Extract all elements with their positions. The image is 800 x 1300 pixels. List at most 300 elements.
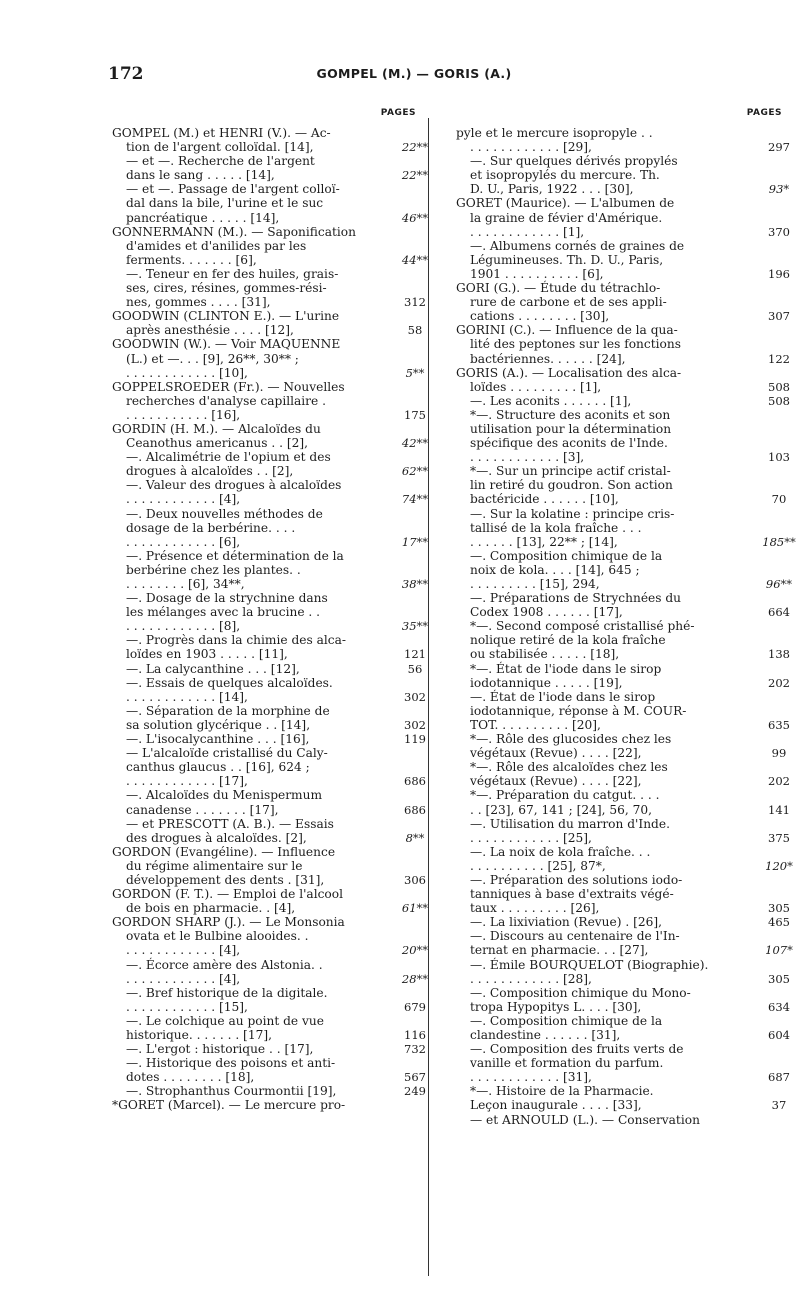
entry-line: [112, 407, 426, 422]
page-reference: 508: [768, 393, 790, 408]
entry-text: . . . . . . . . . . . . [8],: [126, 619, 241, 634]
entry-line: [112, 943, 429, 958]
entry-line: [456, 1014, 752, 1028]
entry-text: —. Préparation des solutions iodo-: [470, 872, 683, 887]
page-reference: 312: [404, 295, 426, 310]
entry-text: . . . . . . . . . . . . [10],: [126, 365, 248, 380]
entry-text: et isopropylés du mercure. Th.: [470, 168, 660, 183]
entry-text: GORDON (Evangéline). — Influence: [112, 844, 336, 859]
entry-line: [456, 746, 787, 761]
entry-line: [112, 577, 429, 591]
entry-text: —. Le colchique au point de vue: [126, 1013, 324, 1028]
entry-text: noix de kola. . . . [14], 645 ;: [470, 562, 640, 577]
page-reference: 732: [404, 1042, 426, 1057]
pages-label: PAGES: [746, 108, 782, 118]
entry-text: de bois en pharmacie. . [4],: [126, 901, 296, 916]
entry-line: [456, 1098, 787, 1113]
entry-text: nolique retiré de la kola fraîche: [470, 633, 666, 648]
entry-line: [112, 182, 408, 196]
entry-text: canadense . . . . . . . [17],: [126, 802, 279, 817]
page-reference: 307: [768, 309, 790, 324]
entry-line: [456, 478, 752, 492]
entry-text: ou stabilisée . . . . . [18],: [470, 647, 620, 662]
entry-text: . . . . . . . . . . . . [4],: [126, 943, 241, 958]
page-reference: 306: [404, 872, 426, 887]
index-entry: [112, 126, 429, 225]
entry-text: *GORET (Marcel). — Le mercure pro-: [112, 1098, 346, 1113]
page-reference: 249: [404, 1084, 426, 1099]
entry-line: [456, 450, 790, 465]
entry-line: [112, 365, 425, 380]
entry-text: bactériennes. . . . . . [24],: [470, 351, 626, 366]
entry-line: [112, 252, 429, 267]
entry-line: [112, 352, 408, 366]
entry-text: loïdes . . . . . . . . . [1],: [470, 379, 602, 394]
entry-text: —. Sur quelques dérivés propylés: [470, 154, 678, 169]
entry-text: GORIS (A.). — Localisation des alca-: [456, 365, 682, 380]
page-header: [108, 64, 720, 88]
entry-text: GORI (G.). — Étude du tétrachlo-: [456, 281, 661, 296]
entry-line: [456, 436, 752, 450]
entry-text: *—. Préparation du catgut. . . .: [470, 788, 660, 803]
entry-text: nes, gommes . . . . [31],: [126, 295, 271, 310]
index-entry: [112, 337, 425, 380]
entry-line: [456, 140, 790, 155]
page-reference: 120*: [765, 858, 793, 873]
entry-text: GORDON (F. T.). — Emploi de l'alcool: [112, 887, 343, 902]
entry-line: [456, 675, 790, 690]
entry-text: *—. Rôle des alcaloïdes chez les: [470, 760, 668, 775]
entry-text: pyle et le mercure isopropyle . .: [456, 126, 653, 140]
entry-text: . . . . . . . . . . . . [14],: [126, 689, 248, 704]
page-reference: 138: [768, 647, 790, 662]
entry-line: [456, 704, 752, 718]
entry-line: [456, 958, 752, 972]
entry-text: GORDON SHARP (J.). — Le Monsonia: [112, 915, 345, 930]
entry-text: d'amides et d'anilides par les: [126, 238, 307, 253]
entry-line: [456, 845, 752, 859]
entry-text: —. La calycanthine . . . [12],: [126, 661, 300, 676]
entry-text: *—. Histoire de la Pharmacie.: [470, 1084, 654, 1099]
entry-text: . . . . . . . . . . . [16],: [126, 407, 241, 422]
entry-text: — et —. Recherche de l'argent: [126, 154, 315, 169]
entry-line: [112, 746, 408, 760]
entry-text: . . . . . . . . . . . . [17],: [126, 774, 248, 789]
entry-text: . . . . . . . . . . . . [31],: [470, 1070, 592, 1085]
entry-line: [112, 1098, 408, 1112]
entry-line: [456, 633, 752, 647]
entry-text: —. Composition des fruits verts de: [470, 1042, 684, 1057]
page-reference: 8**: [405, 830, 425, 845]
page-reference: 185**: [762, 534, 796, 549]
entry-text: Ceanothus americanus . . [2],: [126, 436, 309, 451]
entry-line: [456, 1056, 752, 1070]
entry-line: [112, 859, 408, 873]
entry-text: tallisé de la kola fraîche . . .: [470, 520, 642, 535]
entry-line: [112, 689, 426, 704]
entry-text: recherches d'analyse capillaire .: [126, 393, 326, 408]
entry-line: [112, 732, 426, 747]
entry-text: —. Préparations de Strychnées du: [470, 591, 682, 606]
pages-label: PAGES: [380, 108, 416, 118]
page-reference: 74**: [401, 492, 429, 507]
entry-text: —. Alcaloïdes du Menispermum: [126, 788, 323, 803]
entry-line: [112, 521, 408, 535]
entry-text: spécifique des aconits de l'Inde.: [470, 436, 668, 451]
entry-line: [112, 591, 408, 605]
entry-line: [456, 492, 787, 507]
entry-text: —. Deux nouvelles méthodes de: [126, 506, 323, 521]
entry-line: [112, 633, 408, 647]
entry-line: [456, 817, 752, 831]
index-entry: [456, 365, 796, 1127]
page-reference: 22**: [401, 140, 429, 155]
entry-text: *—. Rôle des glucosides chez les: [470, 732, 672, 747]
entry-line: [456, 323, 752, 337]
entry-text: ovata et le Bulbine alooides. .: [126, 929, 309, 944]
entry-text: berbérine chez les plantes. .: [126, 562, 301, 577]
entry-line: [456, 732, 752, 746]
page-reference: 96**: [765, 577, 793, 591]
entry-line: [112, 422, 408, 436]
page-reference: 465: [768, 915, 790, 930]
entry-line: [112, 605, 408, 619]
entry-text: tion de l'argent colloïdal. [14],: [126, 140, 314, 155]
entry-text: —. Discours au centenaire de l'In-: [470, 929, 680, 944]
entry-line: [456, 605, 790, 620]
entry-text: . . . . . . . . . . . . [4],: [126, 971, 241, 986]
entry-text: dosage de la berbérine. . . .: [126, 520, 296, 535]
entry-text: . . . . . . [13], 22** ; [14],: [470, 534, 618, 549]
entry-text: *—. Sur un principe actif cristal-: [470, 464, 671, 479]
page-reference: 302: [404, 689, 426, 704]
entry-text: —. Historique des poisons et anti-: [126, 1056, 336, 1071]
entry-text: — et PRESCOTT (A. B.). — Essais: [126, 816, 334, 831]
entry-line: [456, 393, 790, 408]
entry-text: . . . . . . . . . . . . [28],: [470, 971, 592, 986]
entry-line: [112, 464, 429, 479]
entry-text: —. Utilisation du marron d'Inde.: [470, 816, 670, 831]
entry-text: GOMPEL (M.) et HENRI (V.). — Ac-: [112, 126, 331, 140]
entry-line: [456, 337, 752, 351]
entry-line: [112, 774, 426, 789]
entry-text: . . . . . . . . . . [25], 87*,: [470, 858, 606, 873]
entry-text: dal dans la bile, l'urine et le suc: [126, 196, 324, 211]
index-entry: [456, 196, 790, 281]
entry-text: pancréatique . . . . . [14],: [126, 210, 280, 225]
entry-line: [456, 196, 752, 210]
page-reference: 122: [768, 351, 790, 366]
entry-line: [112, 802, 426, 817]
page-reference: 61**: [401, 901, 429, 916]
entry-line: [456, 999, 790, 1014]
entry-text: bactéricide . . . . . . [10],: [470, 492, 619, 507]
left-entries: [112, 126, 429, 1113]
entry-line: [456, 379, 790, 394]
entry-line: [456, 619, 752, 633]
entry-text: GOODWIN (CLINTON E.). — L'urine: [112, 309, 340, 324]
entry-text: GOODWIN (W.). — Voir MAQUENNE: [112, 337, 341, 352]
entry-line: [112, 380, 408, 394]
page-reference: 141: [768, 802, 790, 817]
entry-line: [456, 464, 752, 478]
entry-line: [456, 1070, 790, 1085]
page-reference: 116: [404, 1028, 426, 1042]
entry-line: [112, 337, 408, 351]
entry-text: canthus glaucus . . [16], 624 ;: [126, 760, 310, 775]
entry-text: —. Composition chimique du Mono-: [470, 985, 691, 1000]
entry-text: . . . . . . . . . [15], 294,: [470, 577, 600, 591]
entry-line: [456, 309, 790, 324]
entry-line: [456, 563, 752, 577]
entry-text: historique. . . . . . . [17],: [126, 1028, 272, 1042]
entry-line: [456, 549, 752, 563]
entry-text: ferments. . . . . . . [6],: [126, 252, 257, 267]
entry-text: — L'alcaloïde cristallisé du Caly-: [126, 746, 328, 761]
entry-line: [456, 422, 752, 436]
entry-line: [112, 717, 426, 732]
entry-line: [112, 210, 429, 225]
entry-line: [456, 266, 790, 281]
page-reference: 107*: [765, 943, 793, 958]
entry-text: —. Valeur des drogues à alcaloïdes: [126, 478, 342, 493]
entry-text: — et ARNOULD (L.). — Conservation: [470, 1112, 700, 1127]
entry-text: . . . . . . . . . . . . [6],: [126, 534, 241, 549]
entry-line: [112, 140, 429, 155]
entry-line: [112, 971, 429, 986]
entry-line: [112, 661, 423, 676]
entry-line: [456, 507, 752, 521]
entry-line: [456, 774, 790, 789]
page-reference: 686: [404, 774, 426, 789]
entry-text: loïdes en 1903 . . . . . [11],: [126, 647, 288, 662]
running-head: GOMPEL (M.) — GORIS (A.): [316, 66, 512, 81]
entry-text: végétaux (Revue) . . . . [22],: [470, 774, 642, 789]
entry-line: [456, 830, 790, 845]
entry-text: . . [23], 67, 141 ; [24], 56, 70,: [470, 802, 653, 817]
page-number: 172: [108, 64, 144, 84]
index-entry: [456, 126, 790, 197]
entry-line: [112, 225, 408, 239]
entry-text: ses, cires, résines, gommes-rési-: [126, 281, 327, 296]
page-reference: 370: [768, 224, 790, 239]
entry-line: [112, 436, 429, 451]
page-reference: 42**: [401, 436, 429, 451]
page-reference: 687: [768, 1070, 790, 1085]
entry-text: *—. Structure des aconits et son: [470, 407, 671, 422]
page-reference: 302: [404, 717, 426, 732]
entry-text: cations . . . . . . . . [30],: [470, 309, 610, 324]
right-entries: [456, 126, 796, 1127]
entry-text: GORET (Maurice). — L'albumen de: [456, 196, 675, 211]
entry-line: [112, 1056, 408, 1070]
entry-line: [112, 676, 408, 690]
page-reference: 46**: [401, 210, 429, 225]
page-reference: 5**: [405, 365, 425, 380]
entry-text: —. Émile BOURQUELOT (Biographie).: [470, 957, 709, 972]
entry-line: [112, 549, 408, 563]
entry-line: [112, 999, 426, 1014]
entry-text: (L.) et —. . . [9], 26**, 30** ;: [126, 351, 299, 366]
entry-line: [456, 647, 790, 662]
page-reference: 121: [404, 647, 426, 662]
page-reference: 196: [768, 266, 790, 281]
entry-line: [456, 760, 752, 774]
entry-line: [456, 253, 752, 267]
entry-line: [456, 986, 752, 1000]
entry-line: [456, 521, 752, 535]
entry-text: . . . . . . . . . . . . [15],: [126, 999, 248, 1014]
page-reference: 679: [404, 999, 426, 1014]
entry-line: [456, 788, 752, 802]
entry-line: [456, 901, 790, 916]
entry-text: dotes . . . . . . . . [18],: [126, 1070, 255, 1085]
page-reference: 202: [768, 774, 790, 789]
entry-text: la graine de févier d'Amérique.: [470, 210, 663, 225]
entry-text: —. La lixiviation (Revue) . [26],: [470, 915, 663, 930]
entry-line: [112, 507, 408, 521]
entry-line: [112, 1070, 426, 1085]
page-reference: 38**: [401, 577, 429, 591]
entry-text: taux . . . . . . . . . [26],: [470, 901, 600, 916]
entry-text: iodotannique, réponse à M. COUR-: [470, 703, 687, 718]
entry-line: [456, 887, 752, 901]
right-pages-heading: [456, 108, 782, 126]
entry-text: GONNERMANN (M.). — Saponification: [112, 224, 356, 239]
entry-line: [456, 577, 793, 591]
page-reference: 202: [768, 675, 790, 690]
entry-line: [112, 563, 408, 577]
index-entry: [112, 379, 426, 422]
entry-line: [112, 534, 429, 549]
page-reference: 22**: [401, 168, 429, 183]
entry-text: — et —. Passage de l'argent colloï-: [126, 182, 340, 197]
index-entry: [112, 844, 426, 887]
page-reference: 119: [404, 732, 426, 747]
entry-text: vanille et formation du parfum.: [470, 1056, 664, 1071]
entry-line: [112, 196, 408, 210]
entry-line: [456, 224, 790, 239]
entry-line: [112, 168, 429, 183]
entry-text: —. Albumens cornés de graines de: [470, 238, 685, 253]
entry-line: [112, 1042, 426, 1057]
entry-text: —. Alcalimétrie de l'opium et des: [126, 450, 331, 465]
page-reference: 686: [404, 802, 426, 817]
entry-line: [456, 1028, 790, 1042]
entry-text: *—. État de l'iode dans le sirop: [470, 661, 662, 676]
page-reference: 297: [768, 140, 790, 155]
entry-line: [456, 1113, 752, 1127]
entry-text: —. Teneur en fer des huiles, grais-: [126, 266, 339, 281]
entry-text: les mélanges avec la brucine . .: [126, 605, 321, 620]
entry-text: . . . . . . . . . . . . [29],: [470, 140, 592, 155]
entry-line: [112, 450, 408, 464]
entry-text: —. Bref historique de la digitale.: [126, 985, 328, 1000]
entry-line: [112, 901, 429, 916]
entry-line: [112, 872, 426, 887]
entry-text: —. Dosage de la strychnine dans: [126, 591, 328, 606]
entry-line: [112, 126, 408, 140]
entry-line: [112, 267, 408, 281]
entry-line: [456, 873, 752, 887]
entry-text: GOPPELSROEDER (Fr.). — Nouvelles: [112, 379, 345, 394]
entry-text: rure de carbone et de ses appli-: [470, 295, 667, 310]
entry-text: . . . . . . . . [6], 34**,: [126, 577, 245, 591]
page-reference: 56: [407, 661, 423, 676]
page-reference: 28**: [401, 971, 429, 986]
page-reference: 93*: [768, 182, 790, 197]
entry-line: [112, 704, 408, 718]
entry-line: [112, 309, 408, 323]
entry-text: Légumineuses. Th. D. U., Paris,: [470, 252, 664, 267]
entry-line: [112, 1084, 426, 1099]
entry-line: [112, 958, 408, 972]
entry-line: [456, 802, 790, 817]
entry-text: —. Écorce amère des Alstonia. .: [126, 957, 323, 972]
entry-text: clandestine . . . . . . [31],: [470, 1028, 621, 1042]
entry-text: *—. Second composé cristallisé phé-: [470, 619, 695, 634]
entry-line: [112, 1028, 426, 1042]
entry-line: [112, 323, 423, 338]
entry-line: [112, 295, 426, 310]
page-reference: 103: [768, 450, 790, 465]
entry-text: D. U., Paris, 1922 . . . [30],: [470, 182, 634, 197]
entry-line: [112, 619, 429, 634]
entry-text: . . . . . . . . . . . . [4],: [126, 492, 241, 507]
entry-line: [112, 929, 408, 943]
entry-text: —. Strophanthus Courmontii [19],: [126, 1084, 337, 1099]
page-reference: 634: [768, 999, 790, 1014]
entry-text: ternat en pharmacie. . . [27],: [470, 943, 649, 958]
entry-text: iodotannique . . . . . [19],: [470, 675, 623, 690]
entry-text: du régime alimentaire sur le: [126, 858, 303, 873]
page-reference: 58: [407, 323, 423, 338]
entry-text: —. Composition chimique de la: [470, 548, 663, 563]
index-entry: [112, 224, 429, 310]
page-reference: 508: [768, 379, 790, 394]
entry-line: [456, 168, 752, 182]
entry-line: [112, 239, 408, 253]
entry-line: [456, 717, 790, 732]
entry-text: végétaux (Revue) . . . . [22],: [470, 746, 642, 761]
entry-line: [456, 1084, 752, 1098]
left-column: [112, 108, 429, 1113]
page-reference: 62**: [401, 464, 429, 479]
index-entry: [112, 915, 429, 1099]
entry-line: [456, 929, 752, 943]
entry-line: [112, 478, 408, 492]
entry-text: —. La noix de kola fraîche. . .: [470, 844, 651, 859]
entry-text: Leçon inaugurale . . . . [33],: [470, 1098, 642, 1113]
entry-line: [112, 915, 408, 929]
entry-text: tanniques à base d'extraits végé-: [470, 887, 674, 902]
entry-text: drogues à alcaloïdes . . [2],: [126, 464, 294, 479]
entry-text: —. État de l'iode dans le sirop: [470, 689, 656, 704]
entry-text: —. Essais de quelques alcaloïdes.: [126, 675, 333, 690]
entry-line: [456, 408, 752, 422]
entry-line: [112, 154, 408, 168]
entry-line: [112, 394, 408, 408]
entry-text: —. L'ergot : historique . . [17],: [126, 1042, 314, 1057]
page-reference: 305: [768, 971, 790, 986]
index-entry: [112, 421, 429, 845]
page-reference: 604: [768, 1028, 790, 1042]
entry-text: . . . . . . . . . . . . [3],: [470, 450, 585, 465]
entry-text: lin retiré du goudron. Son action: [470, 478, 673, 493]
entry-text: GORINI (C.). — Influence de la qua-: [456, 323, 678, 338]
entry-text: . . . . . . . . . . . . [25],: [470, 830, 592, 845]
entry-line: [456, 295, 752, 309]
